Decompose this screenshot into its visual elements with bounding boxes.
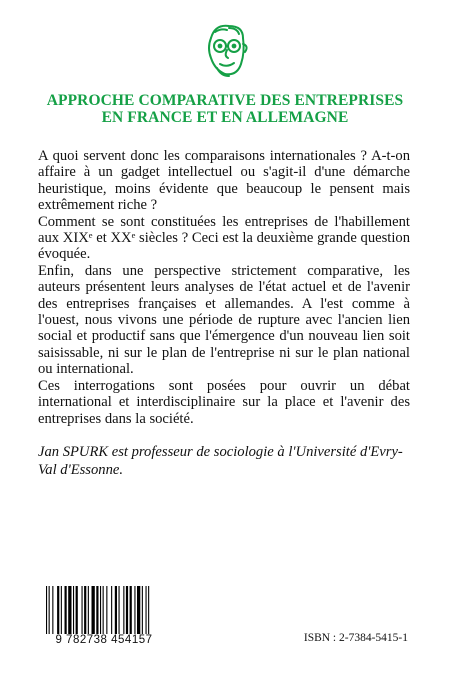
publisher-logo-icon xyxy=(193,18,259,84)
back-cover-text xyxy=(38,148,410,427)
paragraph-history: Comment se sont constituées les entreprises de l'habillement aux XIXᵉ et XXᵉ siècles ? Ceci est la deuxième grande question évoquée. xyxy=(38,213,410,263)
paragraph-questions: Ces interrogations sont posées pour ouvrir un débat international et interdisciplinaire sur la place et l'avenir des entreprises dans la société. xyxy=(38,377,410,427)
book-title xyxy=(30,92,420,126)
isbn: ISBN : 2-7384-5415-1 xyxy=(303,632,408,644)
paragraph-comparisons: A quoi servent donc les comparaisons internationales ? A-t-on affaire à un gadget intellectuel ou s'agit-il d'une démarche heuristique, moins évidente que beaucoup le pensent mais extrêmement riche ? xyxy=(38,148,410,214)
barcode-bars xyxy=(40,586,168,634)
author-bio: Jan SPURK est professeur de sociologie à l'Université d'Evry-Val d'Essonne. xyxy=(38,444,403,478)
barcode-number: 9 782738 454157 xyxy=(40,634,168,647)
title-line-2: EN FRANCE ET EN ALLEMAGNE xyxy=(101,109,349,126)
barcode xyxy=(40,586,168,646)
paragraph-analysis: Enfin, dans une perspective strictement comparative, les auteurs présentent leurs analyses de l'état actuel et de l'avenir des entreprises françaises et allemandes. A l'est comme à l'ouest, nous vivons une période de rupture avec l'ancien lien social et productif sans que l'émergence d'un nouveau lien soit saisissable, ni sur le plan de l'entreprise ni sur le plan national ou international. xyxy=(38,262,410,378)
title-line-1: APPROCHE COMPARATIVE DES ENTREPRISES xyxy=(46,92,404,109)
